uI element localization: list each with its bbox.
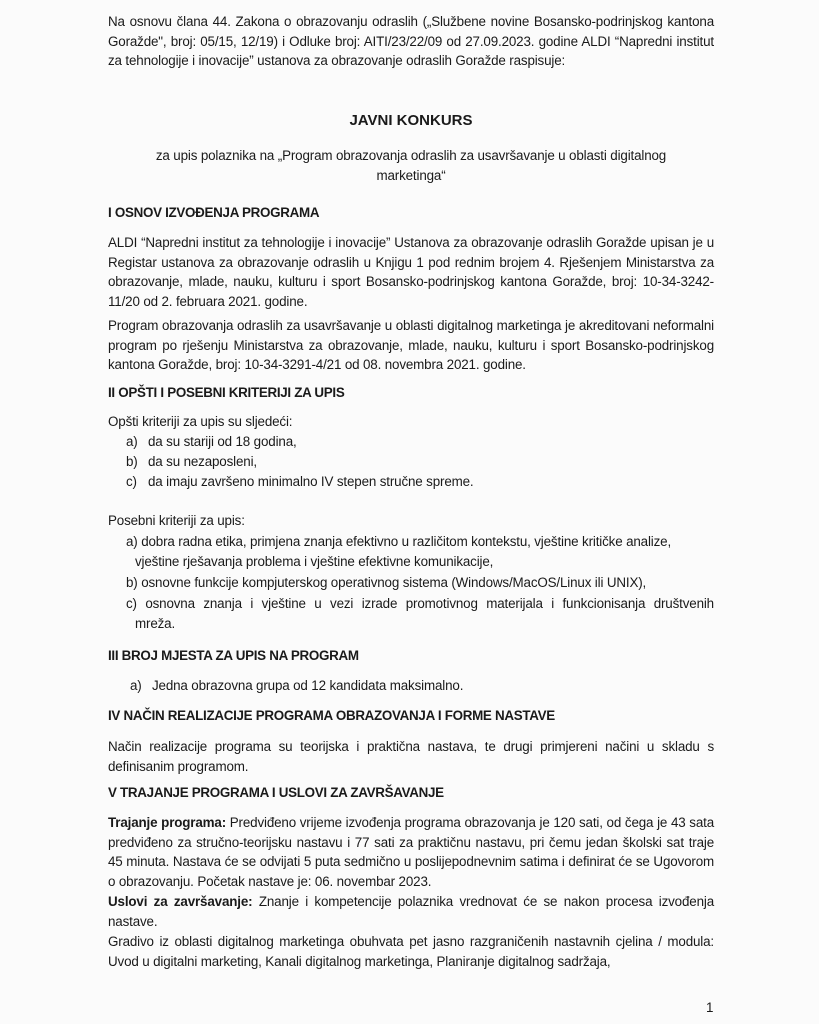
section-heading-1: I OSNOV IZVOĐENJA PROGRAMA [108,205,320,220]
duration-text: Predviđeno vrijeme izvođenja programa obrazovanja je 120 sati, od čega je 43 sata predviđeno za stručno-teorijsku nastavu i 77 sati za praktičnu nastavu, pri čemu jedan školski sat traje 45 minuta. Nastava će se odvijati 5 puta sedmično u poslijepodnevnim satima i definirat će se Ugovorom o obrazovanju. Početak nastave je: 06. novembar 2023. [108,815,714,889]
list-marker: c) [126,474,137,489]
list-item-text: dobra radna etika, primjena znanja efektivno u različitom kontekstu, vještine kritičke analize, [141,534,672,549]
list-item [126,434,297,449]
list-item [126,454,257,469]
list-item-continuation: vještine rješavanja problema i vještine efektivne komunikacije, [135,554,494,569]
list-item-text: osnovna znanja i vještine u vezi izrade promotivnog materijala i funkcionisanja društvenih [145,596,714,611]
section4-paragraph: Način realizacije programa su teorijska i praktična nastava, te drugi primjereni načini u skladu s definisanim programom. [108,739,714,774]
general-criteria-intro: Opšti kriteriji za upis su sljedeći: [108,414,293,429]
special-criteria-intro: Posebni kriteriji za upis: [108,513,245,528]
list-item-text: Jedna obrazovna grupa od 12 kandidata maksimalno. [152,678,464,693]
section1-paragraph-1: ALDI “Napredni institut za tehnologije i inovacije” Ustanova za obrazovanje odraslih Goražde upisan je u Registar ustanova za obrazovanje odraslih u Knjigu 1 pod rednim brojem 4. Rješenjem Ministarstva za obrazovanje, mlade, nauku, kulturu i sport Bosansko-podrinjskog kantona Goražde, broj: 10-34-3242-11/20 od 2. februara 2021. godine. [108,235,714,309]
list-item [126,575,646,590]
intro-paragraph: Na osnovu člana 44. Zakona o obrazovanju odraslih („Službene novine Bosansko-podrinjskog kantona Goražde", broj: 05/15, 12/19) i Odluke broj: AITI/23/22/09 od 27.09.2023. godine ALDI “Napredni institut za tehnologije i inovacije” ustanova za obrazovanje odraslih Goražde raspisuje: [108,14,714,69]
subtitle-line: za upis polaznika na „Program obrazovanja odraslih za usavršavanje u oblasti digitalnog [155,148,667,163]
completion-text: Znanje i kompetencije polaznika vrednovat će se nakon procesa izvođenja nastave. [108,894,714,929]
section-heading-3: III BROJ MJESTA ZA UPIS NA PROGRAM [108,648,359,663]
list-marker: c) [126,596,137,611]
list-item-text: osnovne funkcije kompjuterskog operativnog sistema (Windows/MacOS/Linux ili UNIX), [141,575,647,590]
duration-label: Trajanje programa: [108,815,227,830]
list-item [126,474,473,489]
list-item [126,596,714,611]
completion-label: Uslovi za završavanje: [108,894,253,909]
document-subtitle [108,146,714,186]
subtitle-line: marketinga“ [376,168,446,183]
list-marker: b) [126,575,138,590]
duration-paragraph [108,813,714,891]
list-item [130,678,463,693]
completion-paragraph [108,892,714,931]
section1-paragraph-2: Program obrazovanja odraslih za usavršavanje u oblasti digitalnog marketinga je akreditovani neformalni program po rješenju Ministarstva za obrazovanje, mlade, nauku, kulturu i sport Bosansko-podrinjskog kantona Goražde, broj: 10-34-3291-4/21 od 08. novembra 2021. godine. [108,318,714,373]
section-heading-5: V TRAJANJE PROGRAMA I USLOVI ZA ZAVRŠAVANJE [108,785,444,800]
page-number: 1 [706,1000,714,1015]
curriculum-paragraph: Gradivo iz oblasti digitalnog marketinga obuhvata pet jasno razgraničenih nastavnih cjelina / modula: Uvod u digitalni marketing, Kanali digitalnog marketinga, Planiranje digitalnog sadržaja, [108,934,714,969]
list-item-continuation: mreža. [135,616,176,631]
list-marker: a) [126,534,138,549]
list-marker: a) [130,678,142,693]
list-item [126,534,671,549]
document-title: JAVNI KONKURS [349,112,473,129]
list-marker: a) [126,434,138,449]
list-item-text: da imaju završeno minimalno IV stepen stručne spreme. [148,474,474,489]
list-marker: b) [126,454,138,469]
list-item-text: da su nezaposleni, [148,454,257,469]
section-heading-2: II OPŠTI I POSEBNI KRITERIJI ZA UPIS [108,385,345,400]
list-item-text: da su stariji od 18 godina, [148,434,297,449]
section-heading-4: IV NAČIN REALIZACIJE PROGRAMA OBRAZOVANJA I FORME NASTAVE [108,708,555,723]
